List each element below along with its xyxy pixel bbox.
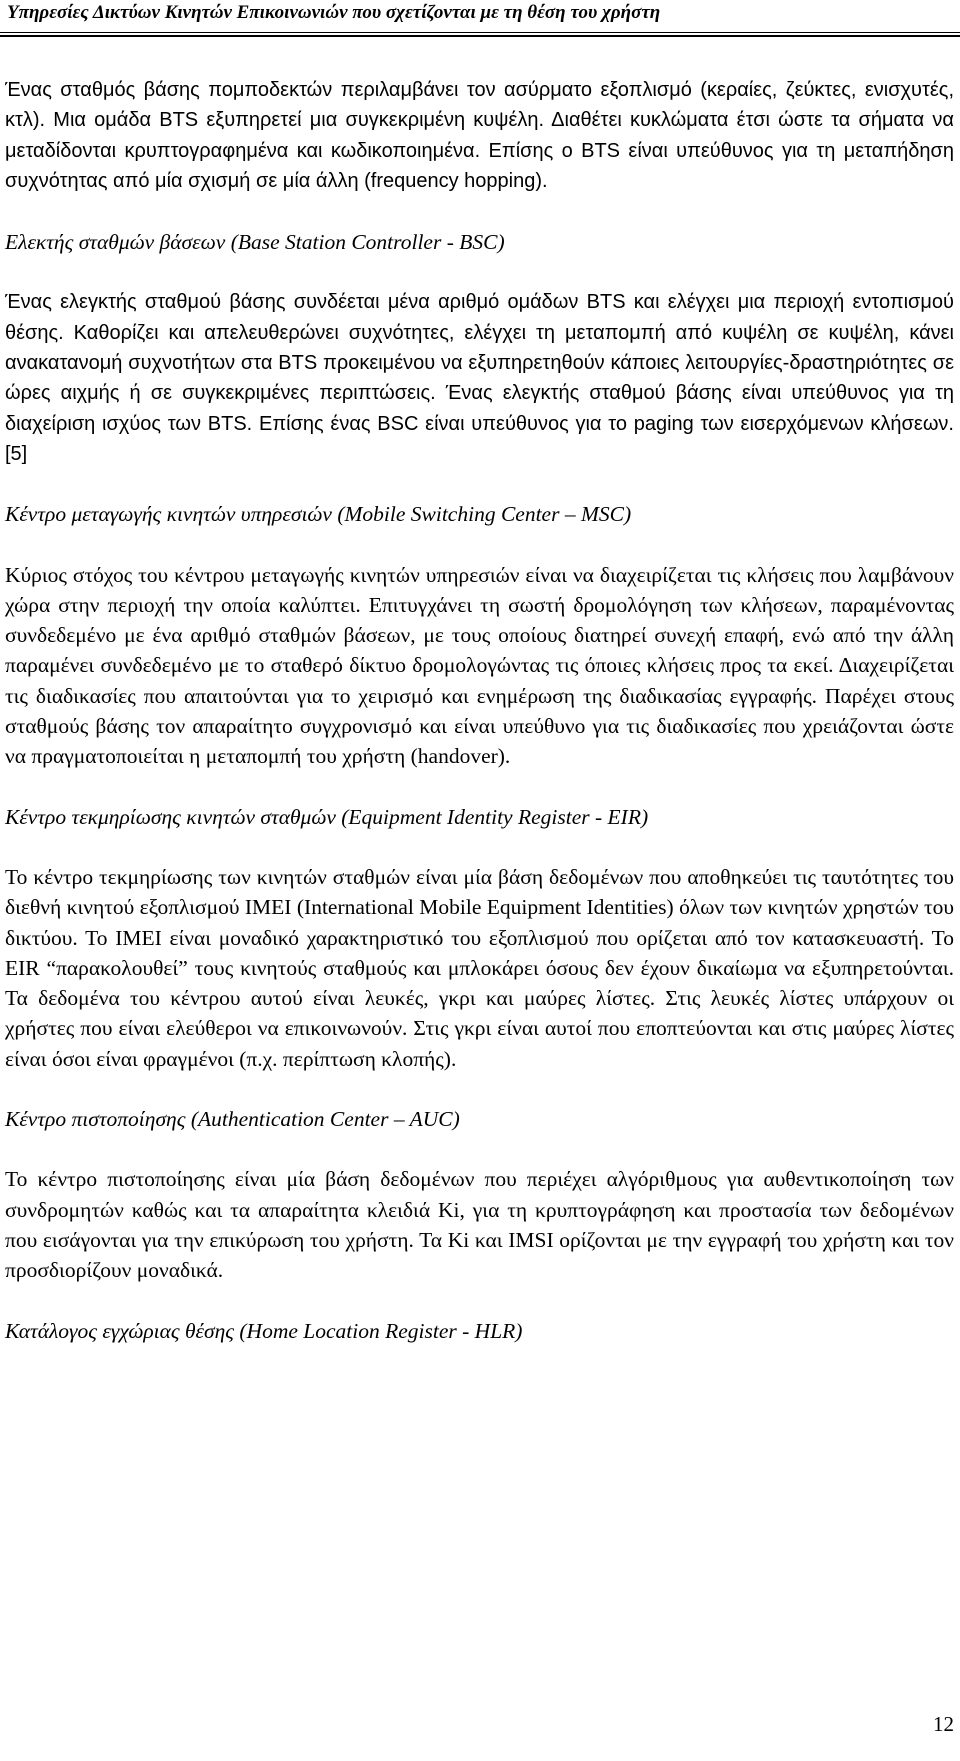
- spacer: [5, 469, 954, 499]
- running-header-title: Υπηρεσίες Δικτύων Κινητών Επικοινωνιών που σχετίζονται με τη θέση του χρήστη: [7, 2, 661, 23]
- spacer: [5, 257, 954, 287]
- spacer: [5, 832, 954, 862]
- hlr-heading: Κατάλογος εγχώριας θέσης (Home Location Register - HLR): [5, 1318, 523, 1343]
- msc-paragraph: Κύριος στόχος του κέντρου μεταγωγής κινητών υπηρεσιών είναι να διαχειρίζεται τις κλήσεις που λαμβάνουν χώρα στην περιοχή την οποία καλύπτει. Επιτυγχάνει τη σωστή δρομολόγηση των κλήσεων, παραμένοντας συνδεδεμένο με ένα αριθμό σταθμών βάσεων, με τους οποίους διατηρεί συνεχή επαφή, ενώ από την άλλη παραμένει συνδεδεμένο με το σταθερό δίκτυο δρομολογώντας τις όποιες κλήσεις προς τα εκεί. Διαχειρίζεται τις διαδικασίες που απαιτούνται για το χειρισμό και ενημέρωση της διαδικασίας εγγραφής. Παρέχει στους σταθμούς βάσης τον απαραίτητο συγχρονισμό και είναι υπεύθυνο για τις διαδικασίες που χρειάζονται ώστε να πραγματοποιείται η μεταπομπή του χρήστη (handover).: [5, 562, 954, 769]
- spacer: [5, 1074, 954, 1104]
- spacer: [5, 1134, 954, 1164]
- eir-paragraph: Το κέντρο τεκμηρίωσης των κινητών σταθμών είναι μία βάση δεδομένων που αποθηκεύει τις ταυτότητες του διεθνή κινητού εξοπλισμού IMEI (International Mobile Equipment Identities) όλων των κινητών χρηστών του δικτύου. Το IMEI είναι μοναδικό χαρακτηριστικό του εξοπλισμού που ορίζεται από τον κατασκευαστή. Το EIR “παρακολουθεί” τους κινητούς σταθμούς και μπλοκάρει όσους δεν έχουν δικαίωμα να εξυπηρετούνται. Τα δεδομένα του κέντρου αυτού είναι λευκές, γκρι και μαύρες λίστες. Στις λευκές λίστες υπάρχουν οι χρήστες που είναι ελεύθεροι να επικοινωνούν. Στις γκρι είναι αυτοί που εποπτεύονται και στις μαύρες λίστες είναι όσοι είναι φραγμένοι (π.χ. περίπτωση κλοπής).: [5, 864, 954, 1071]
- header-rule-thick: [0, 35, 960, 37]
- bsc-heading: Ελεκτής σταθμών βάσεων (Base Station Controller - BSC): [5, 230, 505, 255]
- eir-heading: Κέντρο τεκμηρίωσης κινητών σταθμών (Equipment Identity Register - EIR): [5, 804, 649, 829]
- msc-heading: Κέντρο μεταγωγής κινητών υπηρεσιών (Mobile Switching Center – MSC): [5, 502, 632, 527]
- spacer: [5, 1286, 954, 1316]
- spacer: [5, 530, 954, 560]
- header-rule-thin: [0, 32, 960, 33]
- page-number: 12: [933, 1712, 954, 1736]
- document-body: [5, 75, 954, 1346]
- page-header: [0, 0, 960, 44]
- spacer: [5, 772, 954, 802]
- auc-heading: Κέντρο πιστοποίησης (Authentication Center – AUC): [5, 1107, 460, 1132]
- spacer: [5, 196, 954, 227]
- auc-paragraph: Το κέντρο πιστοποίησης είναι μία βάση δεδομένων που περιέχει αλγόριθμους για αυθεντικοποίηση των συνδρομητών καθώς και τα απαραίτητα κλειδιά Ki, για τη κρυπτογράφηση και προστασία των δεδομένων που εισάγονται για την επικύρωση του χρήστη. Τα Ki και IMSI ορίζονται με την εγγραφή του χρήστη και τον προσδιορίζουν μοναδικά.: [5, 1167, 954, 1283]
- bts-paragraph: Ένας σταθμός βάσης πομποδεκτών περιλαμβάνει τον ασύρματο εξοπλισμό (κεραίες, ζεύκτες, ενισχυτές, κτλ). Μια ομάδα BTS εξυπηρετεί μια συγκεκριμένη κυψέλη. Διαθέτει κυκλώματα έτσι ώστε τα σήματα να μεταδίδονται κρυπτογραφημένα και κωδικοποιημένα. Επίσης ο BTS είναι υπεύθυνος για τη μεταπήδηση συχνότητας από μία σχισμή σε μία άλλη (frequency hopping).: [5, 79, 954, 192]
- bsc-paragraph: Ένας ελεγκτής σταθμού βάσης συνδέεται μένα αριθμό ομάδων BTS και ελέγχει μια περιοχή εντοπισμού θέσης. Καθορίζει και απελευθερώνει συχνότητες, ελέγχει τη μεταπομπή από κυψέλη σε κυψέλη, κάνει ανακατανομή συχνοτήτων στα BTS προκειμένου να εξυπηρετηθούν κάποιες λειτουργίες-δραστηριότητες σε ώρες αιχμής ή σε συγκεκριμένες περιπτώσεις. Ένας ελεγκτής σταθμού βάσης είναι υπεύθυνος για τη διαχείριση ισχύος των BTS. Επίσης ένας BSC είναι υπεύθυνος για το paging των εισερχόμενων κλήσεων. [5]: [5, 291, 954, 465]
